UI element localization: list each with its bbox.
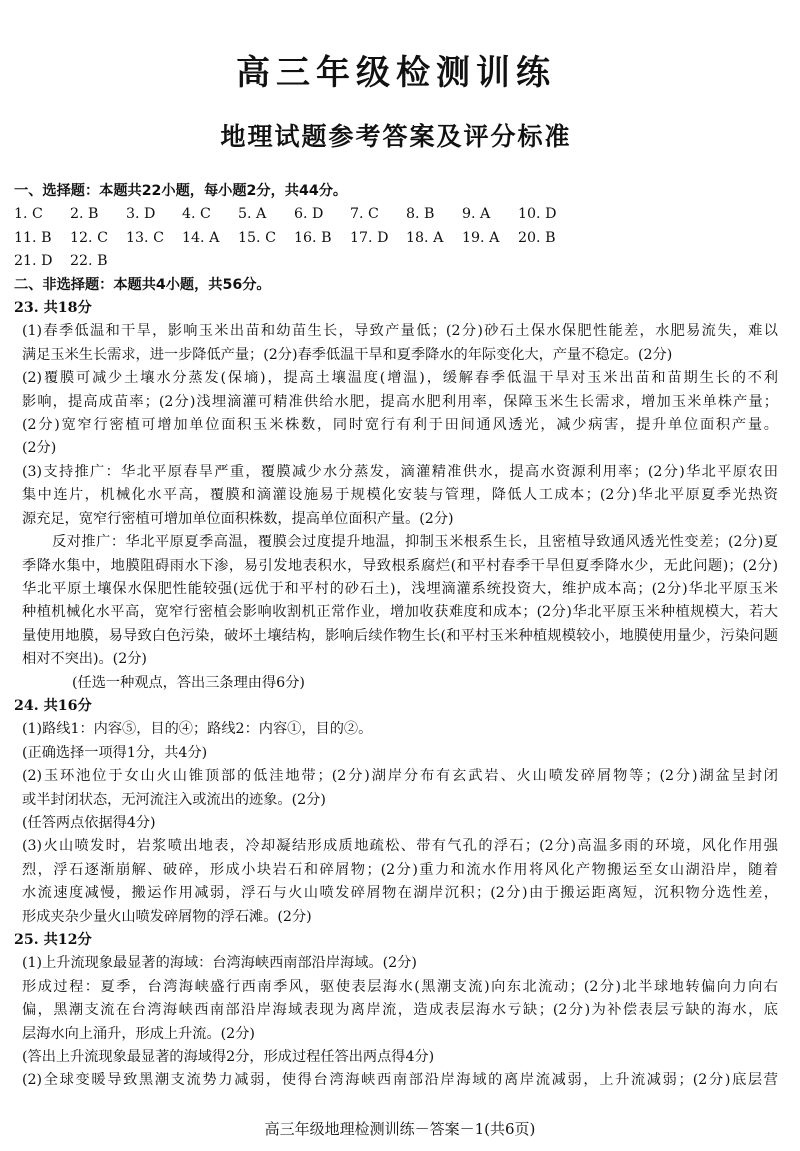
answer-text-line: 或半封闭状态，无河流注入或流出的迹象。(2分) (22, 791, 326, 808)
answer-item: 20. B (518, 229, 556, 246)
answer-text-line: 水流速度减慢，搬运作用减弱，浮石与火山喷发碎屑物在湖岸沉积；(2分)由于搬运距离短，沉积物分选性差， (22, 885, 778, 902)
answer-text-line: 层海水向上涌升，形成上升流。(2分) (22, 1025, 255, 1042)
answer-item: 5. A (238, 206, 267, 223)
answer-text-line: (任答两点依据得4分) (22, 814, 156, 831)
answer-item: 22. B (70, 253, 108, 270)
answer-text-line: 种植机械化水平高，宽窄行密植会影响收割机正常作业，增加收获难度和成本；(2分)华北平原玉米种植规模大，若大 (22, 604, 778, 621)
question-24-heading: 24. 共16分 (14, 697, 92, 714)
answer-text-line: 相对不突出)。(2分) (22, 651, 147, 668)
answer-item: 12. C (70, 229, 108, 246)
answer-item: 7. C (350, 206, 379, 223)
page-subtitle: 地理试题参考答案及评分标准 (220, 122, 572, 151)
answer-text-line: 季降水集中，地膜阻碍雨水下渗，易引发地表积水，导致根系腐烂(和平村春季干旱但夏季降水少，无此问题)；(2分) (22, 557, 778, 574)
answer-text-line: 偏，黑潮支流在台湾海峡西南部沿岸海域表现为离岸流，造成表层海水亏缺；(2分)为补偿表层亏缺的海水，底 (22, 1002, 778, 1019)
answer-row (14, 227, 778, 250)
answer-item: 21. D (14, 253, 53, 270)
answer-item: 2. B (70, 206, 99, 223)
answer-text-line: (答出上升流现象最显著的海域得2分，形成过程任答出两点得4分) (22, 1049, 435, 1066)
answer-text-line: (正确选择一项得1分，共4分) (22, 744, 208, 761)
answer-item: 6. D (294, 206, 324, 223)
answer-text-line: (任选一种观点，答出三条理由得6分) (72, 674, 305, 691)
answer-item: 19. A (462, 229, 500, 246)
answer-text-line: (1)上升流现象最显著的海域：台湾海峡西南部沿岸海域。(2分) (22, 955, 417, 972)
section-heading-open: 二、非选择题：本题共4小题，共56分。 (14, 276, 271, 293)
answer-item: 15. C (238, 229, 276, 246)
page-title: 高三年级检测训练 (236, 53, 556, 93)
answer-text-line: (3)支持推广：华北平原春旱严重，覆膜减少水分蒸发，滴灌精准供水，提高水资源利用率；(2分)华北平原农田 (22, 463, 778, 480)
answer-text-line: (3)火山喷发时，岩浆喷出地表，冷却凝结形成质地疏松、带有气孔的浮石；(2分)高温多雨的环境，风化作用强 (22, 838, 778, 855)
answer-item: 17. D (350, 229, 389, 246)
answer-text-line: (2)全球变暖导致黑潮支流势力减弱，使得台湾海峡西南部沿岸海域的离岸流减弱，上升流减弱；(2分)底层营 (22, 1072, 778, 1089)
answer-text-line: 形成夹杂少量火山喷发碎屑物的浮石滩。(2分) (22, 908, 312, 925)
answer-item: 16. B (294, 229, 332, 246)
choice-answer-grid (14, 203, 778, 273)
answer-text-line: (1)春季低温和干旱，影响玉米出苗和幼苗生长，导致产量低；(2分)砂石土保水保肥性能差，水肥易流失，难以 (22, 323, 778, 340)
answer-text-line: 反对推广：华北平原夏季高温，覆膜会过度提升地温，抑制玉米根系生长，且密植导致通风透光性变差；(2分)夏 (52, 534, 778, 551)
answer-text-line: (1)路线1：内容⑤，目的④；路线2：内容①，目的②。 (22, 721, 373, 738)
answer-item: 11. B (14, 229, 52, 246)
section-heading-choice: 一、选择题：本题共22小题，每小题2分，共44分。 (14, 183, 348, 199)
answer-text-line: 华北平原土壤保水保肥性能较强(远优于和平村的砂石土)，浅埋滴灌系统投资大，维护成本高；(2分)华北平原玉米 (22, 580, 778, 597)
question-25-heading: 25. 共12分 (14, 932, 92, 948)
question-24-answer (14, 718, 778, 929)
answer-item: 4. C (182, 206, 211, 223)
answer-text-line: (2分) (22, 440, 57, 457)
answer-item: 10. D (518, 206, 557, 223)
answer-item: 1. C (14, 206, 43, 223)
answer-text-line: (2分)宽窄行密植可增加单位面积玉米株数，同时宽行有利于田间通风透光，减少病害，提升单位面积产量。 (22, 417, 778, 434)
answer-text-line: (2)玉环池位于女山火山锥顶部的低洼地带；(2分)湖岸分布有玄武岩、火山喷发碎屑物等；(2分)湖盆呈封闭 (22, 768, 778, 785)
answer-text-line: 烈，浮石逐渐崩解、破碎，形成小块岩石和碎屑物；(2分)重力和流水作用将风化产物搬运至女山湖沿岸，随着 (22, 861, 778, 878)
answer-item: 3. D (126, 206, 156, 223)
answer-item: 18. A (406, 229, 444, 246)
answer-row (14, 250, 778, 273)
answer-item: 13. C (126, 229, 164, 246)
answer-text-line: 满足玉米生长需求，进一步降低产量；(2分)春季低温干旱和夏季降水的年际变化大，产量不稳定。(2分) (22, 346, 673, 363)
question-23-answer (14, 320, 778, 695)
answer-item: 9. A (462, 206, 491, 223)
question-25-answer (14, 952, 778, 1092)
answer-text-line: 量使用地膜，易导致白色污染，破坏土壤结构，影响后续作物生长(和平村玉米种植规模较小，地膜使用量少，污染问题 (22, 627, 778, 644)
answer-text-line: (2)覆膜可减少土壤水分蒸发(保墒)，提高土壤温度(增温)，缓解春季低温干旱对玉米出苗和苗期生长的不利 (22, 370, 778, 387)
question-23-heading: 23. 共18分 (14, 300, 92, 317)
answer-text-line: 影响，提高成苗率；(2分)浅埋滴灌可精准供给水肥，提高水肥利用率，保障玉米生长需求，增加玉米单株产量； (22, 393, 778, 410)
answer-item: 14. A (182, 229, 220, 246)
answer-text-line: 形成过程：夏季，台湾海峡盛行西南季风，驱使表层海水(黑潮支流)向东北流动；(2分)北半球地转偏向力向右 (22, 978, 778, 995)
answer-text-line: 源充足，宽窄行密植可增加单位面积株数，提高单位面积产量。(2分) (22, 510, 454, 527)
answer-text-line: 集中连片，机械化水平高，覆膜和滴灌设施易于规模化安装与管理，降低人工成本；(2分)华北平原夏季光热资 (22, 487, 778, 504)
page-footer: 高三年级地理检测训练－答案－1(共6页) (264, 1120, 536, 1138)
answer-item: 8. B (406, 206, 435, 223)
answer-row (14, 203, 778, 226)
